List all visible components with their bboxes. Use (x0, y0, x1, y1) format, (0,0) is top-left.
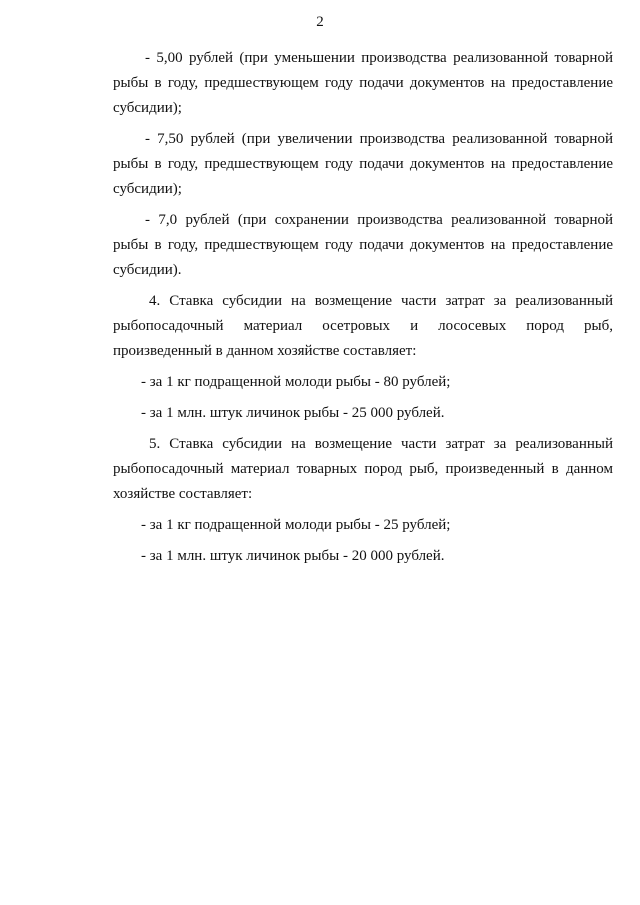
rate-item-increase: - 7,50 рублей (при увеличении производства реализованной товарной рыбы в году, предшествующем году подачи документов на предоставление субсидии); (113, 131, 613, 197)
rate-item-decrease: - 5,00 рублей (при уменьшении производства реализованной товарной рыбы в году, предшествующем году подачи документов на предоставление субсидии); (113, 50, 613, 116)
document-body (113, 46, 613, 575)
clause-5-text: 5. Ставка субсидии на возмещение части затрат за реализованный рыбопосадочный материал товарных пород рыб, произведенный в данном хозяйстве составляет: (113, 436, 613, 502)
clause-4-rate-juvenile: - за 1 кг подращенной молоди рыбы - 80 рублей; (141, 374, 451, 390)
page-number: 2 (316, 14, 324, 30)
clause-5-rate-juvenile: - за 1 кг подращенной молоди рыбы - 25 рублей; (141, 517, 451, 533)
clause-4-text: 4. Ставка субсидии на возмещение части затрат за реализованный рыбопосадочный материал осетровых и лососевых пород рыб, произведенный в данном хозяйстве составляет: (113, 293, 613, 359)
rate-item-same: - 7,0 рублей (при сохранении производства реализованной товарной рыбы в году, предшествующем году подачи документов на предоставление субсидии). (113, 212, 613, 278)
clause-4-rate-larvae: - за 1 млн. штук личинок рыбы - 25 000 рублей. (141, 405, 445, 421)
clause-5-rate-larvae: - за 1 млн. штук личинок рыбы - 20 000 рублей. (141, 548, 445, 564)
